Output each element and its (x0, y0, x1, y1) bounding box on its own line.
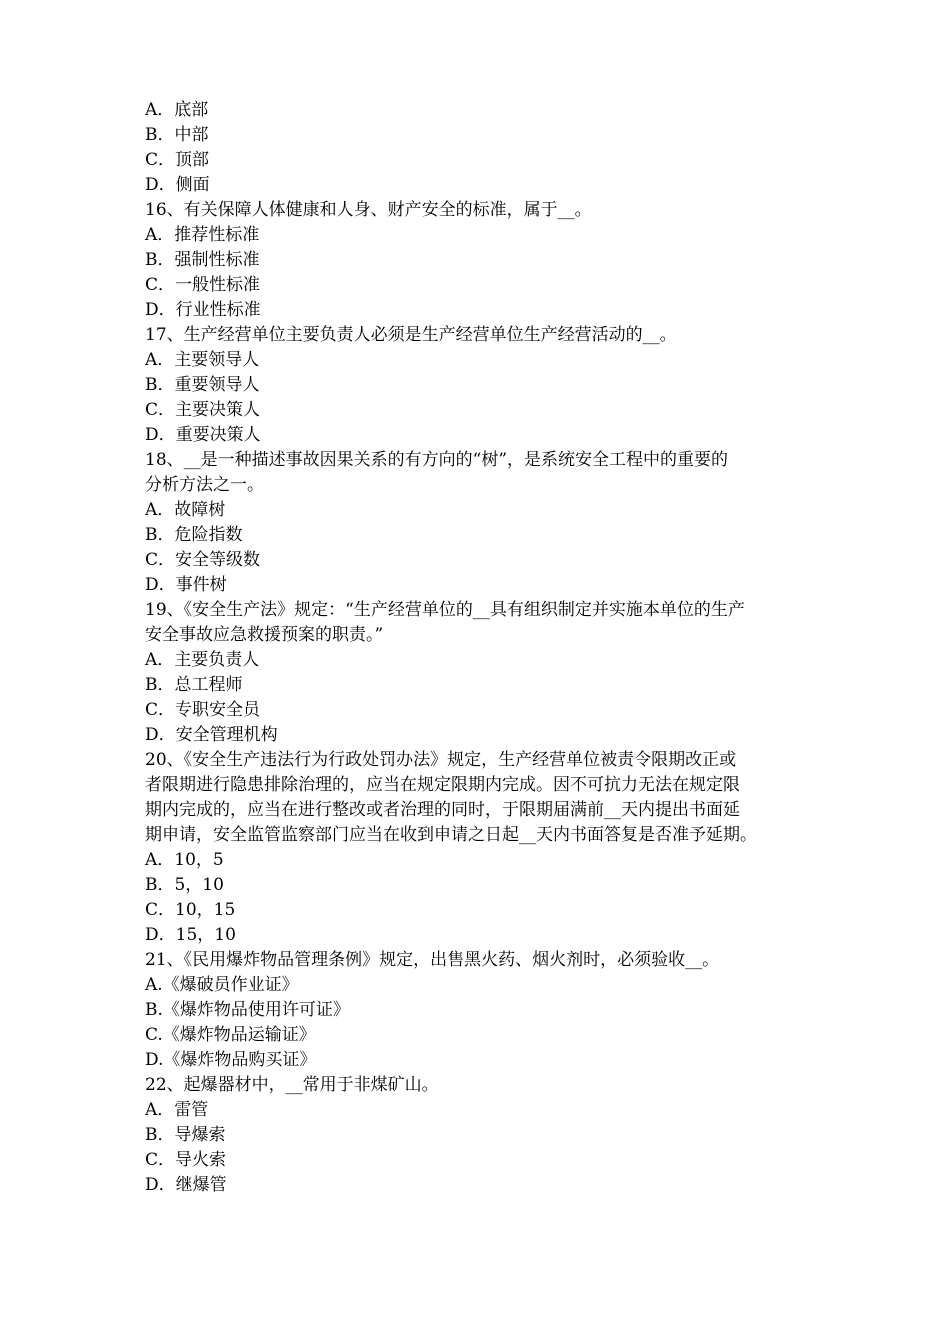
option-line: A．主要领导人 (145, 350, 260, 370)
option-line: C．10，15 (145, 900, 236, 920)
option-line: A．雷管 (145, 1100, 209, 1120)
question-line: 分析方法之一。 (145, 475, 264, 495)
option-line: D．安全管理机构 (145, 725, 278, 745)
option-line: A．故障树 (145, 500, 226, 520)
question-line: 20、《安全生产违法行为行政处罚办法》规定，生产经营单位被责令限期改正或 (145, 750, 737, 770)
question-line: 者限期进行隐患排除治理的，应当在规定限期内完成。因不可抗力无法在规定限 (145, 775, 740, 795)
option-line: B．总工程师 (145, 675, 243, 695)
question-line: 16、有关保障人体健康和人身、财产安全的标准，属于__。 (145, 200, 592, 220)
option-line: C．专职安全员 (145, 700, 261, 720)
question-line: 21、《民用爆炸物品管理条例》规定，出售黑火药、烟火剂时，必须验收__。 (145, 950, 720, 970)
option-line: B．导爆索 (145, 1125, 226, 1145)
option-line: B．5，10 (145, 875, 224, 895)
option-line: D．重要决策人 (145, 425, 261, 445)
question-line: 安全事故应急救援预案的职责。” (145, 625, 384, 645)
option-line: C．一般性标准 (145, 275, 261, 295)
option-line: D．继爆管 (145, 1175, 227, 1195)
option-line: C．导火索 (145, 1150, 227, 1170)
question-line: 期申请，安全监管监察部门应当在收到申请之日起__天内书面答复是否准予延期。 (145, 825, 757, 845)
option-line: B．强制性标准 (145, 250, 260, 270)
option-line: D．行业性标准 (145, 300, 261, 320)
option-line: B．危险指数 (145, 525, 243, 545)
option-line: A．底部 (145, 100, 209, 120)
option-line: D．15，10 (145, 925, 236, 945)
question-line: 19、《安全生产法》规定：“生产经营单位的__具有组织制定并实施本单位的生产 (145, 600, 745, 620)
option-line: C．安全等级数 (145, 550, 261, 570)
question-line: 17、生产经营单位主要负责人必须是生产经营单位生产经营活动的__。 (145, 325, 677, 345)
document-page (145, 98, 825, 1198)
option-line: B.《爆炸物品使用许可证》 (145, 1000, 350, 1020)
option-line: B．中部 (145, 125, 209, 145)
option-line: A．主要负责人 (145, 650, 260, 670)
option-line: B．重要领导人 (145, 375, 260, 395)
question-line: 22、起爆器材中，__常用于非煤矿山。 (145, 1075, 439, 1095)
option-line: C.《爆炸物品运输证》 (145, 1025, 316, 1045)
option-line: D．事件树 (145, 575, 227, 595)
option-line: A.《爆破员作业证》 (145, 975, 299, 995)
option-line: A．推荐性标准 (145, 225, 260, 245)
question-line: 期内完成的，应当在进行整改或者治理的同时，于限期届满前__天内提出书面延 (145, 800, 740, 820)
option-line: C．顶部 (145, 150, 210, 170)
question-line: 18、__是一种描述事故因果关系的有方向的“树”，是系统安全工程中的重要的 (145, 450, 729, 470)
option-line: D．侧面 (145, 175, 210, 195)
option-line: D.《爆炸物品购买证》 (145, 1050, 317, 1070)
option-line: A．10，5 (145, 850, 224, 870)
option-line: C．主要决策人 (145, 400, 261, 420)
